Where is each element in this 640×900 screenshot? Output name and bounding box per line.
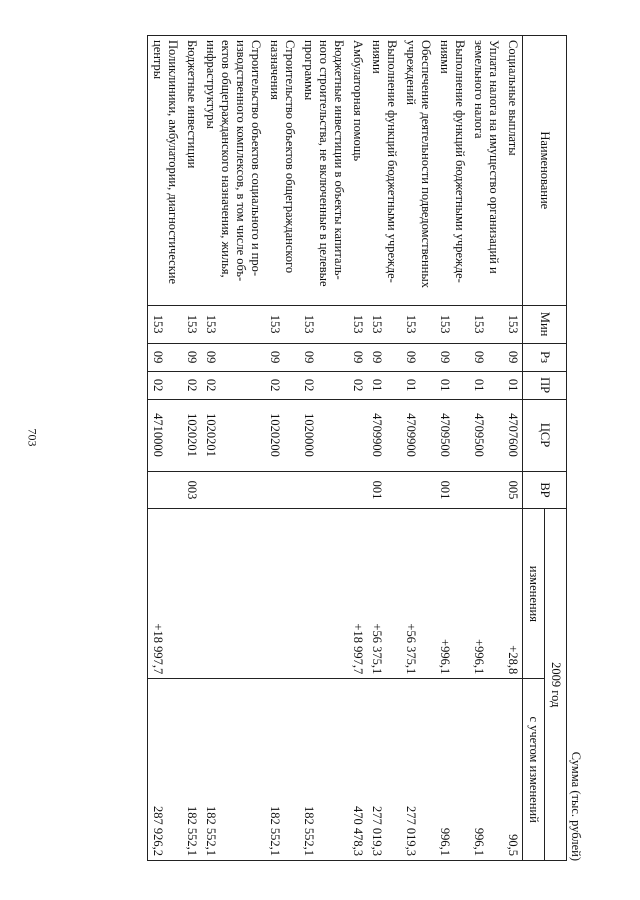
cell-min: 153 [367,305,401,343]
cell-csr: 4709900 [367,399,401,471]
cell-min: 153 [148,305,183,343]
cell-changes: +18 997,7 [348,509,367,679]
cell-min: 153 [299,305,348,343]
cell-pr: 02 [265,371,299,399]
cell-name: Уплата налога на имущество организаций и земельного налога [469,36,503,306]
table-row [182,36,201,861]
budget-table [147,35,567,861]
table-row [435,36,469,861]
cell-pr: 01 [435,371,469,399]
cell-total: 277 019,3 [367,679,401,861]
table-row [503,36,523,861]
cell-vr: 005 [503,471,523,509]
cell-min: 153 [201,305,265,343]
table-row [348,36,367,861]
cell-csr: 4709500 [435,399,469,471]
budget-table-container [85,35,585,865]
table-row [299,36,348,861]
cell-min: 153 [401,305,435,343]
cell-vr [348,471,367,509]
header-rz: Рз [523,343,567,371]
cell-csr [348,399,367,471]
cell-name: Социальные выплаты [503,36,523,306]
table-row [148,36,183,861]
cell-csr: 1020201 [201,399,265,471]
header-changes: изменения [523,509,545,679]
table-body [148,36,523,861]
cell-vr: 003 [182,471,201,509]
cell-pr: 01 [401,371,435,399]
cell-total: 182 552,1 [299,679,348,861]
cell-min: 153 [182,305,201,343]
cell-rz: 09 [348,343,367,371]
cell-vr [299,471,348,509]
header-csr: ЦСР [523,399,567,471]
cell-changes [201,509,265,679]
cell-vr [265,471,299,509]
cell-changes [299,509,348,679]
cell-rz: 09 [182,343,201,371]
cell-rz: 09 [201,343,265,371]
header-min: Мин [523,305,567,343]
units-caption: Сумма (тыс. рублей) [569,751,583,861]
cell-csr: 4710000 [148,399,183,471]
cell-name: Амбулаторная помощь [348,36,367,306]
cell-total: 996,1 [435,679,469,861]
cell-total: 182 552,1 [265,679,299,861]
cell-total: 277 019,3 [401,679,435,861]
cell-name: Обеспечение деятельности подведомственных учреждений [401,36,435,306]
table-header [523,36,567,861]
cell-rz: 09 [299,343,348,371]
cell-name: Бюджетные инвестиции в объекты капиталь-ного строительства, не включенные в целевые программы [299,36,348,306]
cell-pr: 01 [367,371,401,399]
cell-min: 153 [469,305,503,343]
cell-total: 182 552,1 [182,679,201,861]
cell-total: 182 552,1 [201,679,265,861]
page-number: 703 [25,428,40,447]
cell-name: Строительство объектов общегражданского назначения [265,36,299,306]
cell-csr: 4709900 [401,399,435,471]
cell-vr: 001 [435,471,469,509]
header-pr: ПР [523,371,567,399]
cell-pr: 02 [348,371,367,399]
rotated-sheet [85,35,585,865]
cell-total: 996,1 [469,679,503,861]
header-vr: ВР [523,471,567,509]
cell-pr: 02 [299,371,348,399]
header-year: 2009 год [545,509,567,861]
cell-pr: 01 [469,371,503,399]
cell-rz: 09 [148,343,183,371]
cell-min: 153 [435,305,469,343]
cell-pr: 02 [148,371,183,399]
cell-csr: 4709500 [469,399,503,471]
cell-changes: +996,1 [435,509,469,679]
cell-changes [265,509,299,679]
cell-rz: 09 [401,343,435,371]
cell-vr [201,471,265,509]
cell-csr: 4707600 [503,399,523,471]
table-row [265,36,299,861]
cell-changes: +28,8 [503,509,523,679]
cell-rz: 09 [503,343,523,371]
cell-name: Выполнение функций бюджетными учрежде-ниями [435,36,469,306]
cell-changes: +56 375,1 [367,509,401,679]
cell-changes: +18 997,7 [148,509,183,679]
cell-pr: 01 [503,371,523,399]
cell-vr [148,471,183,509]
cell-total: 287 926,2 [148,679,183,861]
cell-rz: 09 [469,343,503,371]
cell-name: Строительство объектов социального и про-изводственного комплексов, в том числе объ-ектов общегражданского назначения, жилья, инфраструктуры [201,36,265,306]
table-row [367,36,401,861]
cell-vr [469,471,503,509]
cell-vr [401,471,435,509]
cell-total: 90,5 [503,679,523,861]
table-row [201,36,265,861]
cell-changes: +996,1 [469,509,503,679]
cell-pr: 02 [201,371,265,399]
cell-changes [182,509,201,679]
cell-min: 153 [503,305,523,343]
table-row [469,36,503,861]
cell-csr: 1020000 [299,399,348,471]
cell-csr: 1020200 [265,399,299,471]
cell-name: Поликлиники, амбулатории, диагностические центры [148,36,183,306]
cell-rz: 09 [367,343,401,371]
cell-pr: 02 [182,371,201,399]
cell-name: Бюджетные инвестиции [182,36,201,306]
cell-changes: +56 375,1 [401,509,435,679]
cell-vr: 001 [367,471,401,509]
cell-total: 470 478,3 [348,679,367,861]
cell-rz: 09 [435,343,469,371]
cell-min: 153 [265,305,299,343]
header-name: Наименование [523,36,567,306]
header-with-changes: с учетом изменений [523,679,545,861]
table-row [401,36,435,861]
cell-csr: 1020201 [182,399,201,471]
cell-rz: 09 [265,343,299,371]
cell-min: 153 [348,305,367,343]
cell-name: Выполнение функций бюджетными учрежде-ниями [367,36,401,306]
